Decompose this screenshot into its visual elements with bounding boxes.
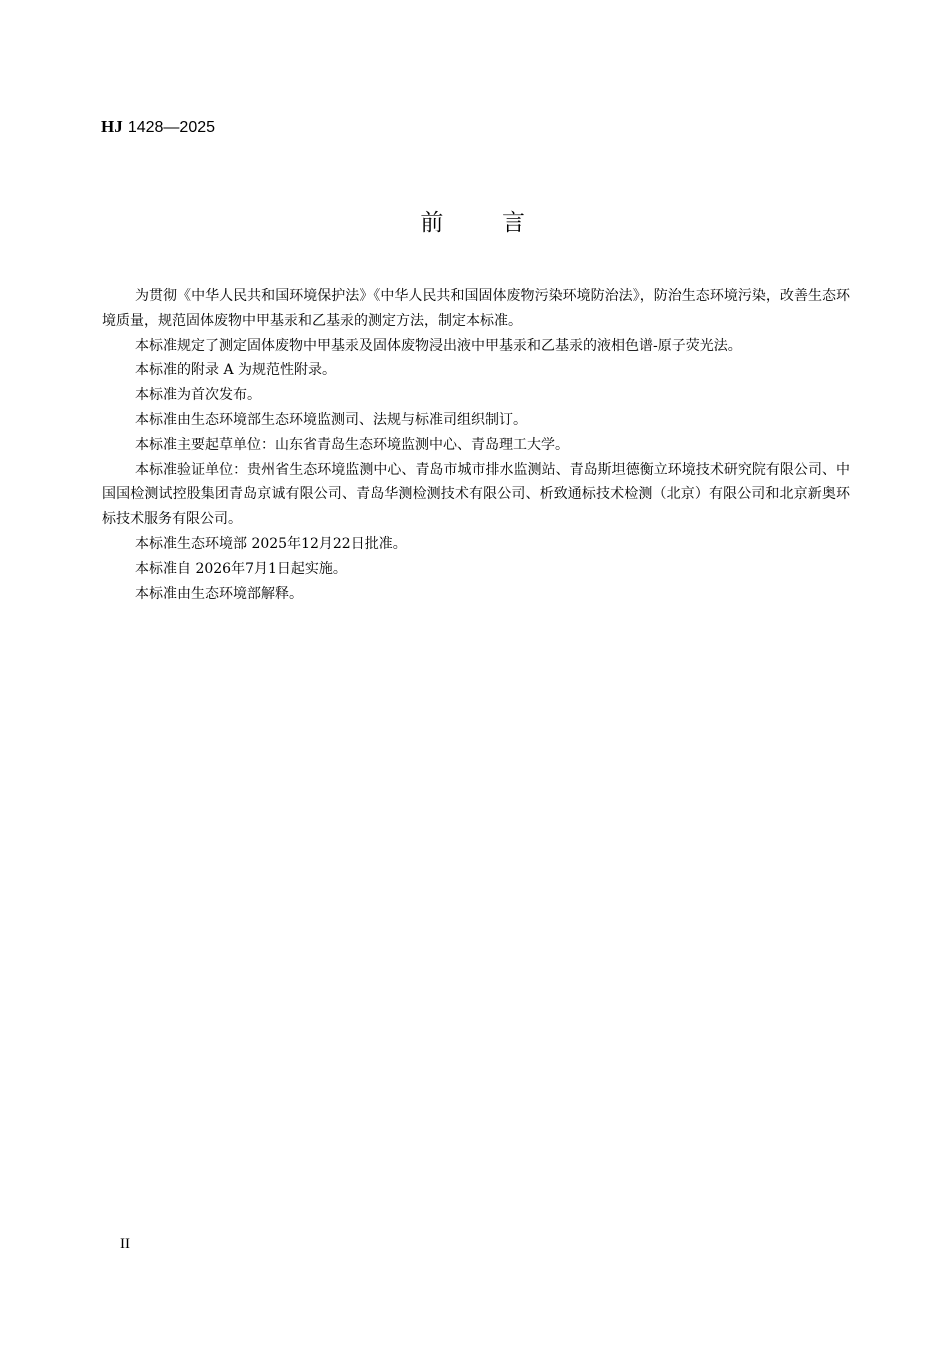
paragraph-first-release: 本标准为首次发布。 <box>135 387 261 404</box>
paragraph-approval-date: 本标准生态环境部 2025年12月22日批准。 <box>135 535 407 552</box>
page-number: II <box>120 1236 130 1252</box>
preface-body <box>102 284 850 606</box>
title-char-2: 言 <box>502 210 530 236</box>
page-title <box>0 208 950 238</box>
paragraph-organizer: 本标准由生态环境部生态环境监测司、法规与标准司组织制订。 <box>135 411 527 428</box>
title-char-1: 前 <box>420 210 448 236</box>
paragraph-drafting-units: 本标准主要起草单位：山东省青岛生态环境监测中心、青岛理工大学。 <box>135 436 569 453</box>
standard-code <box>101 117 215 138</box>
paragraph-verification-units: 本标准验证单位：贵州省生态环境监测中心、青岛市城市排水监测站、青岛斯坦德衡立环境技术研究院有限公司、中国国检测试控股集团青岛京诚有限公司、青岛华测检测技术有限公司、析致通标技术检测（北京）有限公司和北京新奥环标技术服务有限公司。 <box>102 461 850 528</box>
standard-code-number: 1428—2025 <box>127 119 216 136</box>
standard-code-prefix: HJ <box>101 117 123 136</box>
paragraph-appendix: 本标准的附录 A 为规范性附录。 <box>135 362 337 379</box>
paragraph-interpretation: 本标准由生态环境部解释。 <box>135 585 303 602</box>
paragraph-scope: 本标准规定了测定固体废物中甲基汞及固体废物浸出液中甲基汞和乙基汞的液相色谱-原子荧光法。 <box>135 337 742 354</box>
paragraph-effective-date: 本标准自 2026年7月1日起实施。 <box>135 560 347 577</box>
paragraph-purpose: 为贯彻《中华人民共和国环境保护法》《中华人民共和国固体废物污染环境防治法》，防治生态环境污染，改善生态环境质量，规范固体废物中甲基汞和乙基汞的测定方法，制定本标准。 <box>102 288 850 329</box>
